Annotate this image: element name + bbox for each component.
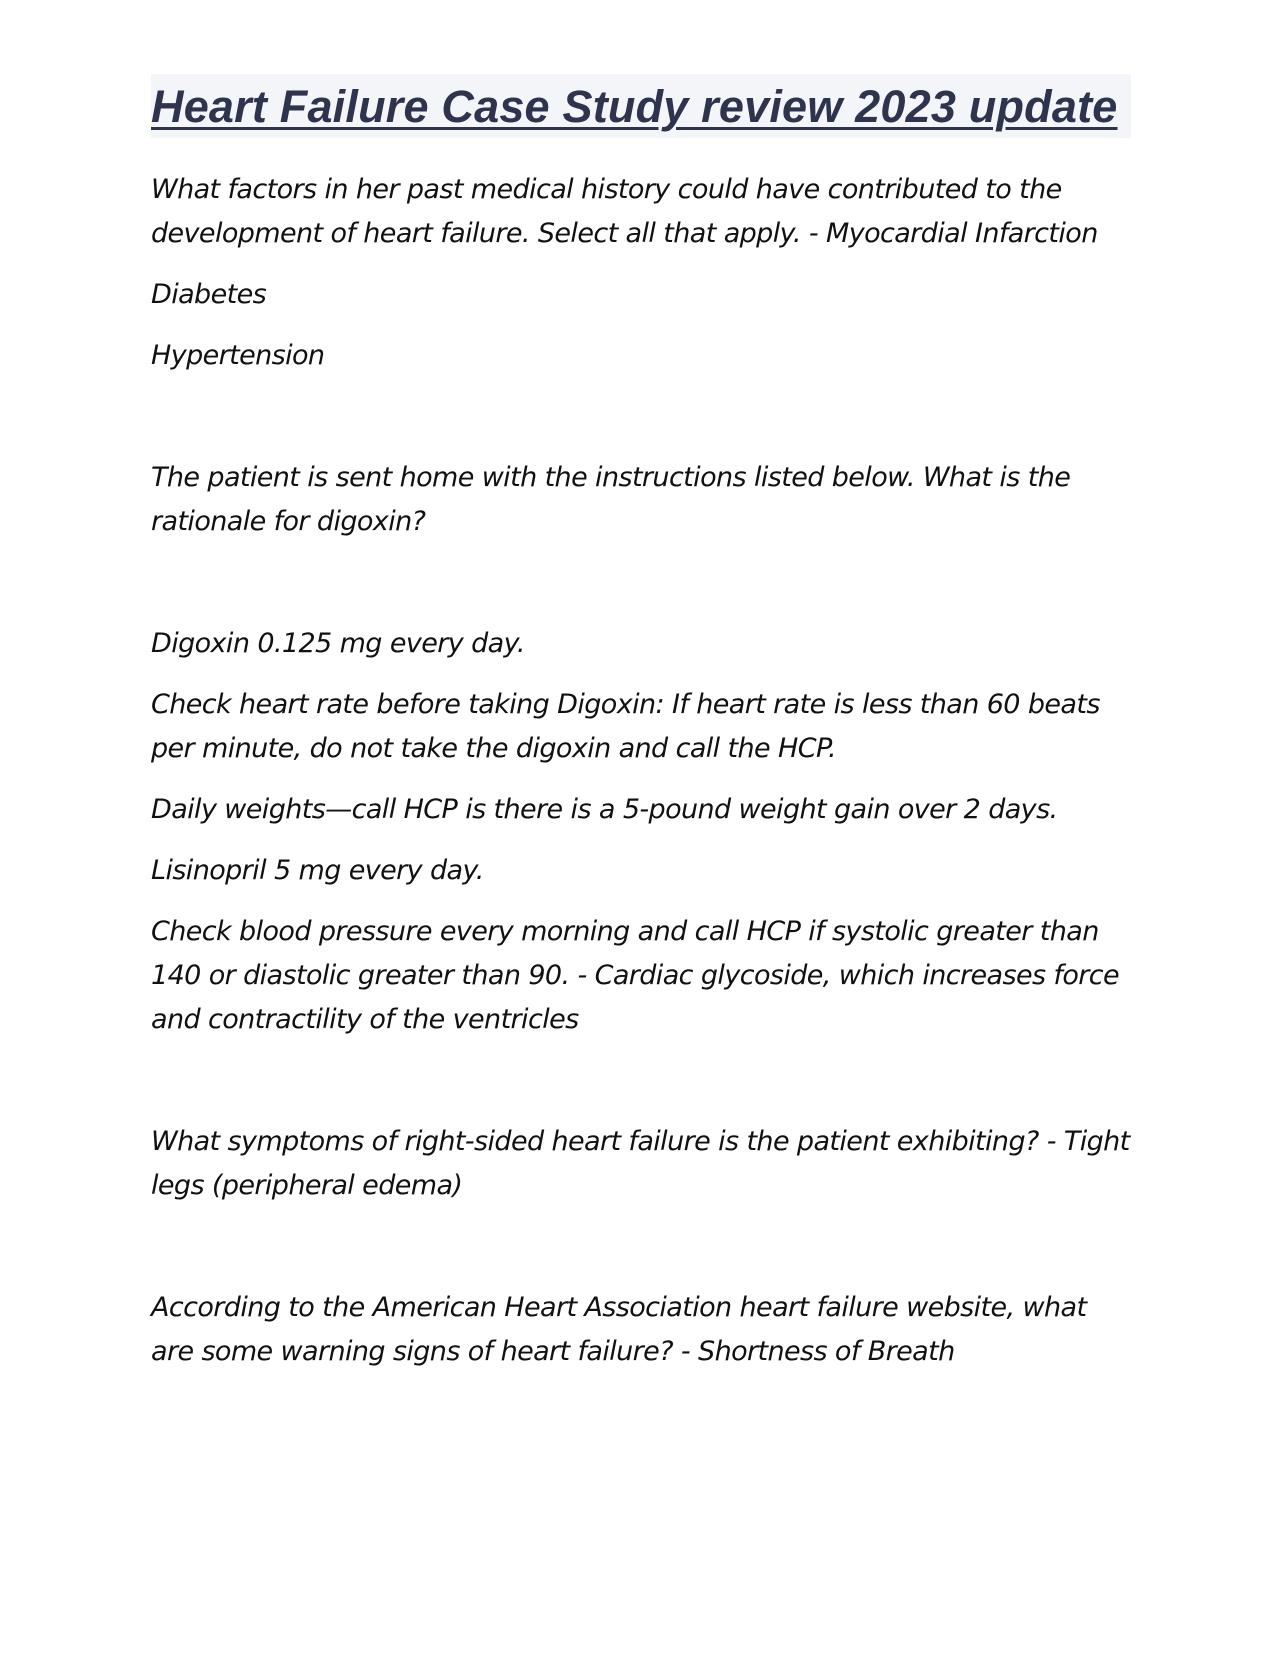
paragraph-lisinopril: Lisinopril 5 mg every day. [151, 855, 484, 886]
paragraph-digoxin-dose: Digoxin 0.125 mg every day. [151, 628, 525, 659]
paragraph-past-history-question: What factors in her past medical history could have contributed to the development of heart failure. Select all that apply. - Myocardial Infarction [151, 174, 1098, 249]
document-body [151, 168, 1131, 1374]
document-title: Heart Failure Case Study review 2023 update [151, 81, 1118, 132]
paragraph-right-sided-symptoms: What symptoms of right-sided heart failure is the patient exhibiting? - Tight legs (peripheral edema) [151, 1126, 1130, 1201]
paragraph-diabetes: Diabetes [151, 279, 267, 310]
paragraph-hypertension: Hypertension [151, 340, 325, 371]
paragraph-digoxin-question: The patient is sent home with the instructions listed below. What is the rationale for digoxin? [151, 462, 1071, 537]
paragraph-blood-pressure: Check blood pressure every morning and call HCP if systolic greater than 140 or diastolic greater than 90. - Cardiac glycoside, which increases force and contractility of the ventricles [151, 916, 1120, 1035]
paragraph-daily-weights: Daily weights—call HCP is there is a 5-pound weight gain over 2 days. [151, 794, 1058, 825]
document-page [151, 74, 1131, 1374]
paragraph-warning-signs: According to the American Heart Association heart failure website, what are some warning signs of heart failure? - Shortness of Breath [151, 1292, 1087, 1367]
title-banner [151, 74, 1131, 138]
paragraph-heart-rate-check: Check heart rate before taking Digoxin: If heart rate is less than 60 beats per minute, do not take the digoxin and call the HCP. [151, 689, 1100, 764]
